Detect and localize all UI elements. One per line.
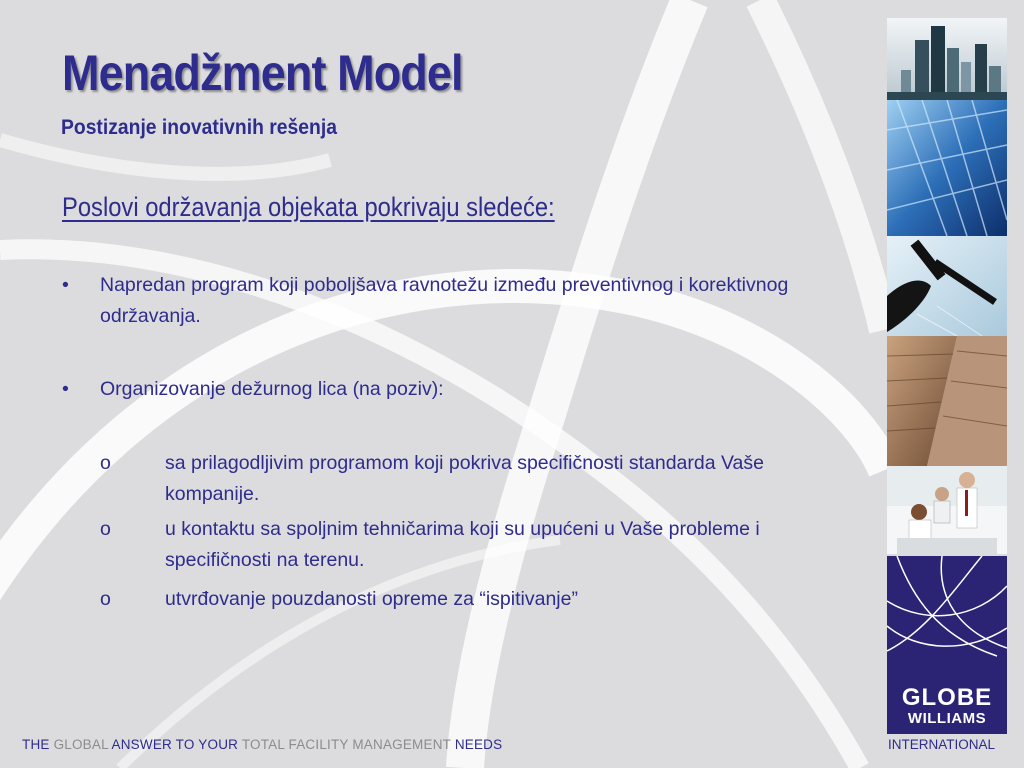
sub-bullet-text: sa prilagodljivim programom koji pokriva specifičnosti standarda Vaše kompanije. — [165, 452, 764, 505]
logo-word-globe: GLOBE — [901, 684, 993, 711]
logo-word-williams: WILLIAMS — [907, 710, 987, 727]
bullet-item — [62, 374, 890, 405]
sub-bullet-item — [100, 448, 845, 510]
sub-bullet-item — [100, 584, 845, 615]
sub-bullet-marker: o — [100, 452, 111, 474]
sub-bullet-text: utvrđovanje pouzdanosti opreme za “ispitivanje” — [165, 588, 578, 610]
bullet-text: Napredan program koji poboljšava ravnotežu između preventivnog i korektivnog održavanja. — [100, 274, 789, 327]
sub-bullet-marker: o — [100, 518, 111, 540]
slide-subtitle: Postizanje inovativnih rešenja — [61, 116, 337, 139]
bullet-item — [62, 270, 890, 332]
glass-tower-photo — [887, 100, 1007, 236]
bullet-marker: • — [62, 378, 69, 400]
footer-word: TOTAL FACILITY MANAGEMENT — [241, 737, 451, 752]
footer-word: GLOBAL — [53, 737, 109, 752]
footer-international: INTERNATIONAL — [888, 737, 996, 752]
window-cleaning-squeegee-photo — [887, 236, 1007, 336]
sub-bullet-item — [100, 514, 845, 576]
footer-word: ANSWER TO YOUR — [111, 737, 239, 752]
office-team-photo — [887, 466, 1007, 554]
bullet-text: Organizovanje dežurnog lica (na poziv): — [100, 378, 444, 400]
slide-title: Menadžment Model — [62, 45, 463, 101]
skyscrapers-skyline-photo — [887, 18, 1007, 100]
footer-word: THE — [22, 737, 50, 752]
building-corner-photo — [887, 336, 1007, 466]
globe-williams-logo — [887, 556, 1007, 734]
section-heading: Poslovi održavanja objekata pokrivaju sledeće: — [62, 192, 555, 222]
bullet-marker: • — [62, 274, 69, 296]
footer-word: NEEDS — [454, 737, 503, 752]
footer-tagline — [22, 737, 502, 752]
sub-bullet-text: u kontaktu sa spoljnim tehničarima koji su upućeni u Vaše probleme i specifičnosti na terenu. — [165, 518, 760, 571]
sub-bullet-marker: o — [100, 588, 111, 610]
